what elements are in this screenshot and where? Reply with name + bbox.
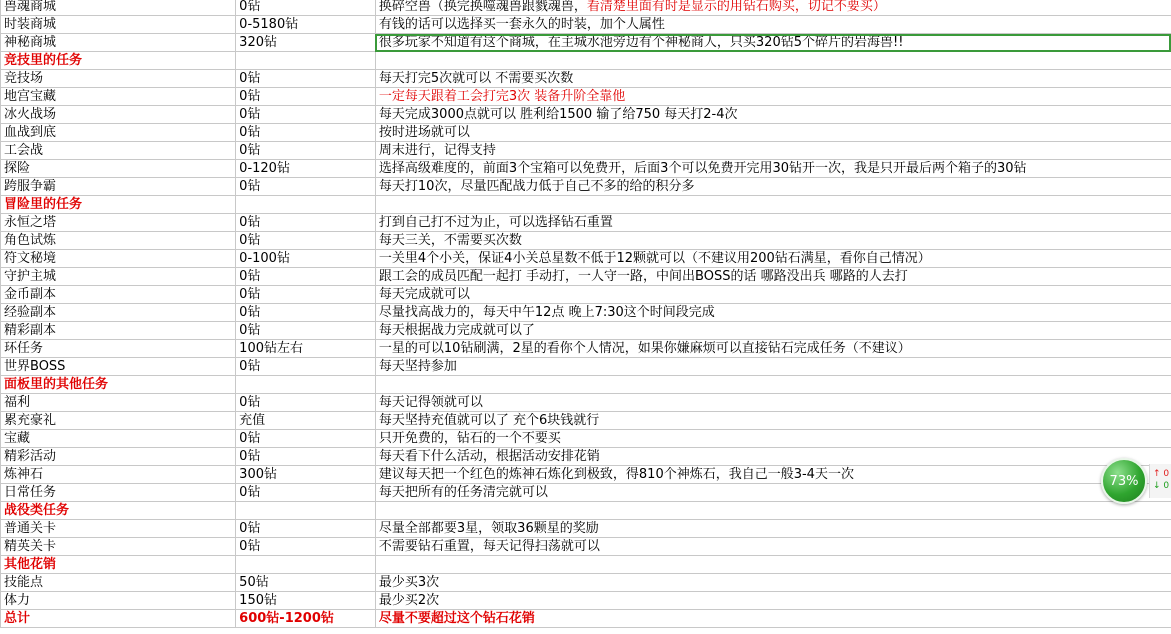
cell-cost[interactable]: 0钻 (236, 520, 376, 538)
table-row (1, 520, 1171, 538)
cell-task-name[interactable]: 地宫宝藏 (1, 88, 236, 106)
section-header-row (1, 196, 1171, 214)
cell-note[interactable]: 一定每天跟着工会打完3次 装备升阶全靠他 (375, 88, 1171, 106)
cell-task-name[interactable]: 累充豪礼 (1, 412, 236, 430)
table-row (1, 592, 1171, 610)
cell-cost[interactable]: 0钻 (236, 124, 376, 142)
cell-cost[interactable]: 0钻 (236, 484, 376, 502)
cell-cost[interactable]: 320钻 (236, 34, 376, 52)
cell-cost[interactable]: 0钻 (236, 448, 376, 466)
table-row (1, 16, 1171, 34)
cell-task-name[interactable]: 世界BOSS (1, 358, 236, 376)
cell-note[interactable] (375, 52, 1171, 70)
cell-note[interactable]: 不需要钻石重置，每天记得扫荡就可以 (375, 538, 1171, 556)
table-row (1, 322, 1171, 340)
table-row (1, 430, 1171, 448)
cell-task-name[interactable]: 金币副本 (1, 286, 236, 304)
cell-cost[interactable]: 充值 (236, 412, 376, 430)
cell-note[interactable]: 每天完成就可以 (375, 286, 1171, 304)
cell-task-name[interactable]: 神秘商城 (1, 34, 236, 52)
cell-task-name[interactable]: 总计 (1, 610, 236, 628)
table-row (1, 214, 1171, 232)
cell-cost[interactable]: 0钻 (236, 286, 376, 304)
cell-note[interactable]: 很多玩家不知道有这个商城，在主城水池旁边有个神秘商人，只买320钻5个碎片的岩海兽!! (375, 34, 1171, 52)
network-speed-widget[interactable] (1101, 458, 1147, 504)
table-row (1, 304, 1171, 322)
cell-task-name[interactable]: 冰火战场 (1, 106, 236, 124)
download-arrow-icon: ↓ 0 (1153, 481, 1170, 491)
table-row (1, 142, 1171, 160)
table-row (1, 178, 1171, 196)
table-row (1, 0, 1171, 16)
cell-cost[interactable]: 0钻 (236, 304, 376, 322)
section-header-row (1, 376, 1171, 394)
cell-task-name[interactable]: 工会战 (1, 142, 236, 160)
cell-task-name[interactable]: 跨服争霸 (1, 178, 236, 196)
cell-note[interactable]: 每天坚持充值就可以了 充个6块钱就行 (375, 412, 1171, 430)
cell-cost[interactable]: 150钻 (236, 592, 376, 610)
cell-task-name[interactable]: 精彩活动 (1, 448, 236, 466)
cell-cost[interactable]: 0钻 (236, 538, 376, 556)
cell-cost[interactable]: 600钻-1200钻 (236, 610, 376, 628)
cell-note[interactable]: 每天看下什么活动，根据活动安排花销 (375, 448, 1171, 466)
cell-cost[interactable]: 0-5180钻 (236, 16, 376, 34)
cell-cost[interactable]: 0钻 (236, 0, 376, 16)
cell-task-name[interactable]: 日常任务 (1, 484, 236, 502)
cell-task-name[interactable]: 兽魂商城 (1, 0, 236, 16)
cell-cost[interactable]: 0钻 (236, 232, 376, 250)
cell-note[interactable]: 按时进场就可以 (375, 124, 1171, 142)
cell-note[interactable]: 每天根据战力完成就可以了 (375, 322, 1171, 340)
cell-note[interactable]: 一星的可以10钻刷满，2星的看你个人情况，如果你嫌麻烦可以直接钻石完成任务（不建议） (375, 340, 1171, 358)
widget-percent: 73% (1109, 473, 1139, 489)
cell-task-name[interactable]: 精英关卡 (1, 538, 236, 556)
table-row (1, 160, 1171, 178)
cell-task-name[interactable]: 时装商城 (1, 16, 236, 34)
cell-task-name[interactable]: 经验副本 (1, 304, 236, 322)
cell-cost[interactable]: 0钻 (236, 178, 376, 196)
table-row (1, 124, 1171, 142)
upload-arrow-icon: ↑ 0 (1153, 469, 1170, 479)
section-header-row (1, 52, 1171, 70)
cell-task-name[interactable]: 面板里的其他任务 (1, 376, 236, 394)
note-text: 换碎空兽（换完换噬魂兽跟戮魂兽， (378, 0, 587, 14)
cell-cost[interactable]: 0钻 (236, 214, 376, 232)
table-row (1, 484, 1171, 502)
table-row (1, 268, 1171, 286)
cell-cost[interactable] (236, 556, 376, 574)
cell-task-name[interactable]: 其他花销 (1, 556, 236, 574)
cell-note[interactable]: 周末进行，记得支持 (375, 142, 1171, 160)
cell-note[interactable]: 最少买3次 (375, 574, 1171, 592)
download-value: 0 (1163, 481, 1170, 491)
cell-cost[interactable]: 100钻左右 (236, 340, 376, 358)
cell-cost[interactable] (236, 376, 376, 394)
table-row (1, 88, 1171, 106)
cell-task-name[interactable]: 符文秘境 (1, 250, 236, 268)
section-header-row (1, 502, 1171, 520)
cell-task-name[interactable]: 体力 (1, 592, 236, 610)
cell-note[interactable]: 每天打完5次就可以 不需要买次数 (375, 70, 1171, 88)
cell-note[interactable] (375, 0, 1171, 16)
cell-note[interactable]: 每天记得领就可以 (375, 394, 1171, 412)
cell-cost[interactable]: 0钻 (236, 70, 376, 88)
cell-note[interactable]: 尽量不要超过这个钻石花销 (375, 610, 1171, 628)
cell-note[interactable]: 一关里4个小关，保证4小关总星数不低于12颗就可以（不建议用200钻石满星，看你自己情况） (375, 250, 1171, 268)
cell-note[interactable]: 每天完成3000点就可以 胜利给1500 输了给750 每天打2-4次 (375, 106, 1171, 124)
cell-cost[interactable] (236, 196, 376, 214)
cell-task-name[interactable]: 环任务 (1, 340, 236, 358)
table-row (1, 106, 1171, 124)
table-row (1, 394, 1171, 412)
cell-task-name[interactable]: 炼神石 (1, 466, 236, 484)
table-row (1, 232, 1171, 250)
table-row (1, 466, 1171, 484)
cell-note[interactable]: 每天把所有的任务清完就可以 (375, 484, 1171, 502)
table-row (1, 412, 1171, 430)
cell-cost[interactable]: 0钻 (236, 106, 376, 124)
cell-task-name[interactable]: 技能点 (1, 574, 236, 592)
table-row (1, 70, 1171, 88)
table-row (1, 538, 1171, 556)
cell-note[interactable]: 建议每天把一个红色的炼神石炼化到极致，得810个神炼石，我自己一般3-4天一次 (375, 466, 1171, 484)
cell-note[interactable]: 每天打10次，尽量匹配战力低于自己不多的给的积分多 (375, 178, 1171, 196)
cell-note[interactable]: 跟工会的成员匹配一起打 手动打，一人守一路，中间出BOSS的话 哪路没出兵 哪路的人去打 (375, 268, 1171, 286)
cell-note[interactable]: 有钱的话可以选择买一套永久的时装，加个人属性 (375, 16, 1171, 34)
cell-task-name[interactable]: 永恒之塔 (1, 214, 236, 232)
cell-cost[interactable]: 0钻 (236, 358, 376, 376)
table-row (1, 448, 1171, 466)
cell-note[interactable]: 每天三关，不需要买次数 (375, 232, 1171, 250)
cell-task-name[interactable]: 精彩副本 (1, 322, 236, 340)
cell-cost[interactable]: 0-100钻 (236, 250, 376, 268)
cell-cost[interactable] (236, 52, 376, 70)
cell-cost[interactable]: 0钻 (236, 322, 376, 340)
table-row (1, 358, 1171, 376)
cell-cost[interactable]: 0钻 (236, 268, 376, 286)
cell-note[interactable]: 尽量全部都要3星，领取36颗星的奖励 (375, 520, 1171, 538)
cell-task-name[interactable]: 探险 (1, 160, 236, 178)
widget-speed-panel (1149, 464, 1171, 498)
cell-note[interactable]: 尽量找高战力的，每天中午12点 晚上7:30这个时间段完成 (375, 304, 1171, 322)
cell-task-name[interactable]: 冒险里的任务 (1, 196, 236, 214)
cell-task-name[interactable]: 宝藏 (1, 430, 236, 448)
cell-note[interactable] (375, 196, 1171, 214)
cell-note[interactable]: 选择高级难度的，前面3个宝箱可以免费开，后面3个可以免费开完用30钻开一次，我是只开最后两个箱子的30钻 (375, 160, 1171, 178)
cell-task-name[interactable]: 普通关卡 (1, 520, 236, 538)
note-warning-text: 看清楚里面有时是显示的用钻石购买，切记不要买） (586, 0, 886, 14)
table-row (1, 286, 1171, 304)
section-header-row (1, 556, 1171, 574)
cell-cost[interactable]: 50钻 (236, 574, 376, 592)
cell-cost[interactable]: 0钻 (236, 430, 376, 448)
cell-task-name[interactable]: 福利 (1, 394, 236, 412)
table-row (1, 250, 1171, 268)
cell-note[interactable]: 打到自己打不过为止，可以选择钻石重置 (375, 214, 1171, 232)
cell-task-name[interactable]: 战役类任务 (1, 502, 236, 520)
cell-cost[interactable]: 0钻 (236, 88, 376, 106)
cell-note[interactable] (375, 556, 1171, 574)
cell-note[interactable]: 最少买2次 (375, 592, 1171, 610)
cell-task-name[interactable]: 角色试炼 (1, 232, 236, 250)
upload-value: 0 (1163, 469, 1170, 479)
cell-cost[interactable]: 0钻 (236, 394, 376, 412)
cell-note[interactable]: 每天坚持参加 (375, 358, 1171, 376)
cell-task-name[interactable]: 血战到底 (1, 124, 236, 142)
cell-task-name[interactable]: 竞技里的任务 (1, 52, 236, 70)
table-row (1, 340, 1171, 358)
cell-note[interactable] (375, 502, 1171, 520)
cell-cost[interactable]: 0钻 (236, 142, 376, 160)
table-row (1, 574, 1171, 592)
cell-note[interactable]: 只开免费的，钻石的一个不要买 (375, 430, 1171, 448)
cell-task-name[interactable]: 竞技场 (1, 70, 236, 88)
cell-cost[interactable] (236, 502, 376, 520)
table-row (1, 34, 1171, 52)
cell-cost[interactable]: 300钻 (236, 466, 376, 484)
cell-task-name[interactable]: 守护主城 (1, 268, 236, 286)
total-row (1, 610, 1171, 628)
cell-cost[interactable]: 0-120钻 (236, 160, 376, 178)
cell-note[interactable] (375, 376, 1171, 394)
